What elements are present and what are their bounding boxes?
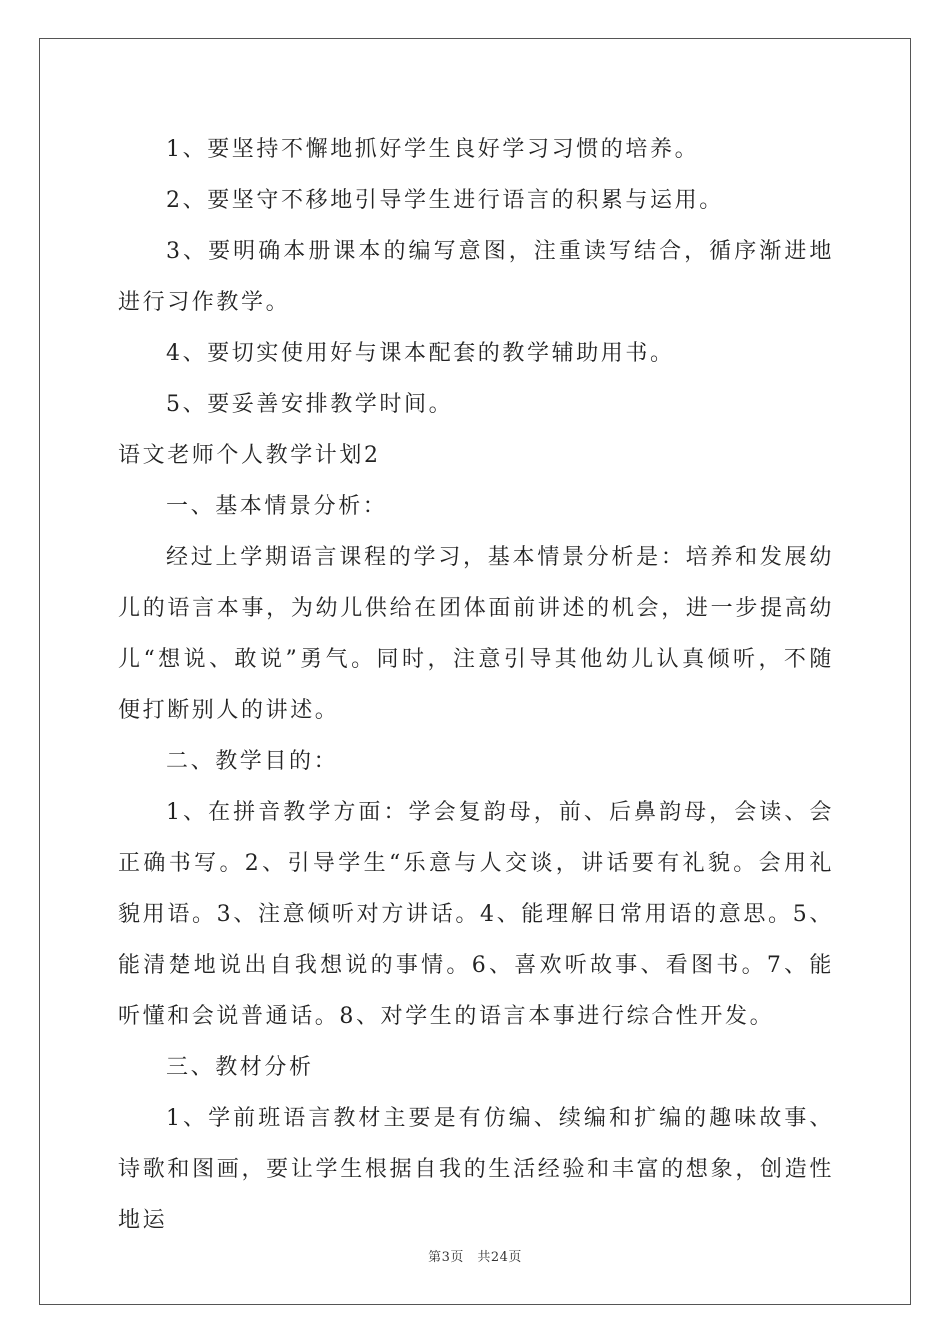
paragraph: 三、教材分析 [166, 1055, 314, 1080]
paragraph: 3、要明确本册课本的编写意图，注重读写结合，循序渐进地进行习作教学。 [118, 239, 834, 315]
paragraph: 经过上学期语言课程的学习，基本情景分析是：培养和发展幼儿的语言本事，为幼儿供给在团体面前讲述的机会，进一步提高幼儿“想说、敢说”勇气。同时，注意引导其他幼儿认真倾听，不随便打断别人的讲述。 [118, 545, 834, 723]
document-body [118, 124, 834, 1246]
paragraph: 1、学前班语言教材主要是有仿编、续编和扩编的趣味故事、诗歌和图画，要让学生根据自我的生活经验和丰富的想象，创造性地运 [118, 1106, 834, 1233]
paragraph: 二、教学目的： [166, 749, 339, 774]
paragraph: 1、在拼音教学方面：学会复韵母，前、后鼻韵母，会读、会正确书写。2、引导学生“乐意与人交谈，讲话要有礼貌。会用礼貌用语。3、注意倾听对方讲话。4、能理解日常用语的意思。5、能清楚地说出自我想说的事情。6、喜欢听故事、看图书。7、能听懂和会说普通话。8、对学生的语言本事进行综合性开发。 [118, 800, 834, 1029]
paragraph: 1、要坚持不懈地抓好学生良好学习习惯的培养。 [166, 137, 700, 162]
paragraph: 2、要坚守不移地引导学生进行语言的积累与运用。 [166, 188, 724, 213]
paragraph: 4、要切实使用好与课本配套的教学辅助用书。 [166, 341, 675, 366]
paragraph: 一、基本情景分析： [166, 494, 388, 519]
page-footer: 第3页 共24页 [428, 1250, 522, 1265]
section-heading: 语文老师个人教学计划2 [118, 443, 381, 468]
paragraph: 5、要妥善安排教学时间。 [166, 392, 454, 417]
